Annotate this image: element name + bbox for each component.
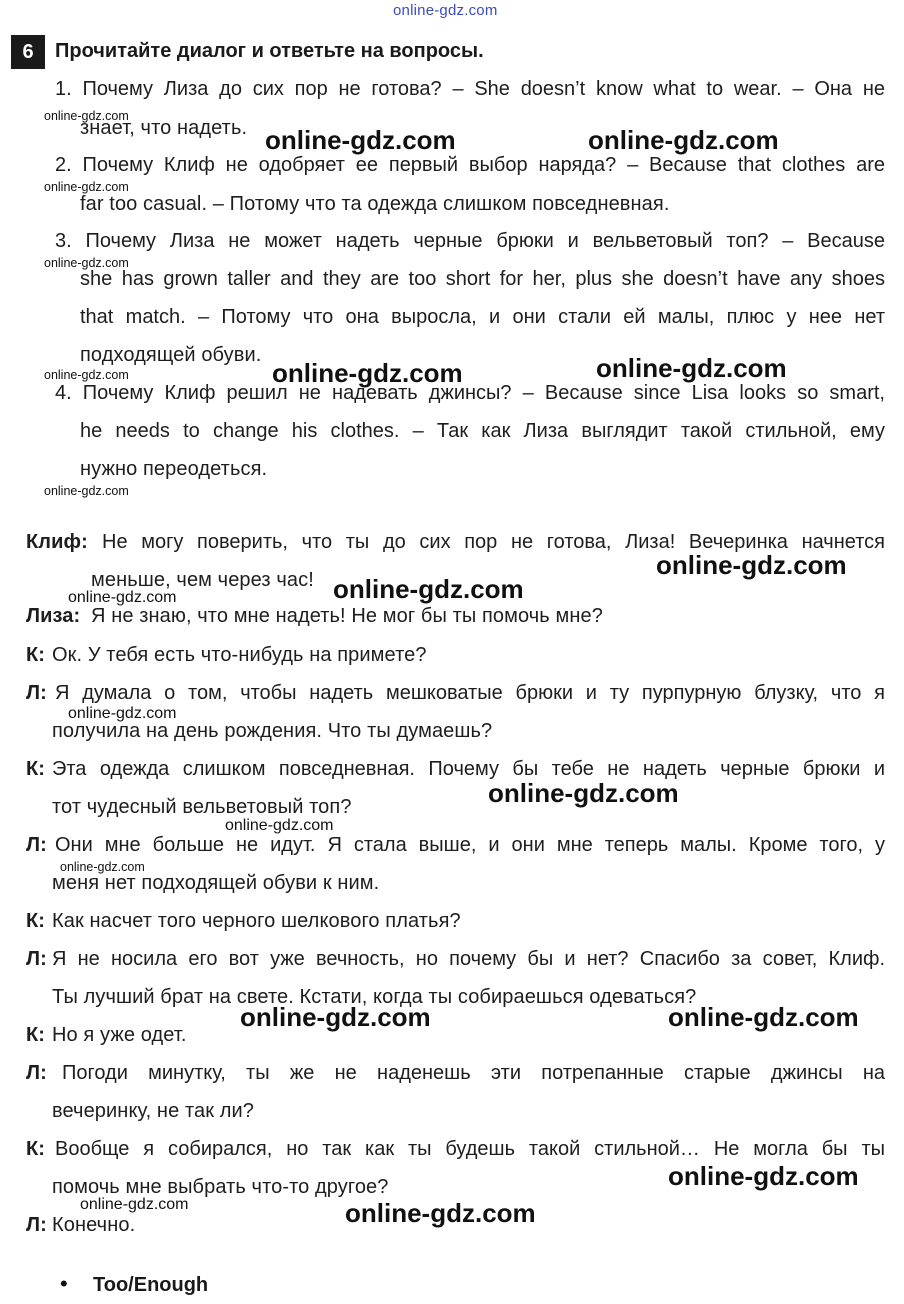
watermark: online-gdz.com [596,353,787,383]
question-1-line-1: 1. Почему Лиза до сих пор не готова? – She doesn’t know what to wear. – Она не [55,78,885,100]
speaker-label: К: [26,1138,46,1160]
watermark: online-gdz.com [60,860,145,874]
watermark: online-gdz.com [44,484,129,498]
speaker-label: К: [26,758,46,780]
exercise-title: Прочитайте диалог и ответьте на вопросы. [55,40,484,62]
question-2-line-1: 2. Почему Клиф не одобряет ее первый выбор наряда? – Because that clothes are [55,154,885,176]
watermark: online-gdz.com [488,778,679,808]
dialogue-line: Как насчет того черного шелкового платья? [52,910,461,932]
dialogue-line: меня нет подходящей обуви к ним. [52,872,380,894]
question-4-line-1: 4. Почему Клиф решил не надевать джинсы? – Because since Lisa looks so smart, [55,382,885,404]
watermark: online-gdz.com [656,550,847,580]
speaker-label: Клиф: [26,531,88,553]
speaker-label: Л: [26,1062,47,1084]
dialogue-line: Конечно. [52,1214,136,1236]
question-1-line-2: знает, что надеть. [80,117,248,139]
question-4-line-3: нужно переодеться. [80,458,268,480]
watermark: online-gdz.com [272,358,463,388]
question-4-line-2: he needs to change his clothes. – Так как Лиза выглядит такой стильной, ему [80,420,885,442]
dialogue-line: Не могу поверить, что ты до сих пор не готова, Лиза! Вечеринка начнется [102,531,885,553]
speaker-label: К: [26,644,46,666]
watermark: online-gdz.com [333,574,524,604]
watermark: online-gdz.com [80,1196,189,1213]
watermark: online-gdz.com [44,256,129,270]
watermark: online-gdz.com [240,1002,431,1032]
speaker-label: Л: [26,834,47,856]
dialogue-line: Я думала о том, чтобы надеть мешковатые брюки и ту пурпурную блузку, что я [55,682,885,704]
speaker-label: Л: [26,682,47,704]
watermark: online-gdz.com [265,125,456,155]
question-3-line-4: подходящей обуви. [80,344,262,366]
dialogue-line: тот чудесный вельветовый топ? [52,796,352,818]
question-3-line-1: 3. Почему Лиза не может надеть черные брюки и вельветовый топ? – Because [55,230,885,252]
question-2-line-2: far too casual. – Потому что та одежда слишком повседневная. [80,193,670,215]
dialogue-line: Но я уже одет. [52,1024,187,1046]
dialogue-line: Ты лучший брат на свете. Кстати, когда ты собираешься одеваться? [52,986,697,1008]
speaker-label: К: [26,910,46,932]
watermark: online-gdz.com [68,589,177,606]
dialogue-line: Они мне больше не идут. Я стала выше, и они мне теперь малы. Кроме того, у [55,834,885,856]
speaker-label: Лиза: [26,605,81,627]
dialogue-line: Я не носила его вот уже вечность, но почему бы и нет? Спасибо за совет, Клиф. [52,948,885,970]
watermark: online-gdz.com [44,368,129,382]
question-3-line-3: that match. – Потому что она выросла, и они стали ей малы, плюс у нее нет [80,306,885,328]
dialogue-line: Погоди минутку, ты же не наденешь эти потрепанные старые джинсы на [62,1062,885,1084]
bullet-icon: • [60,1271,68,1296]
dialogue-line: Ок. У тебя есть что-нибудь на примете? [52,644,427,666]
speaker-label: Л: [26,948,47,970]
watermark: online-gdz.com [668,1002,859,1032]
speaker-label: Л: [26,1214,47,1236]
top-watermark: online-gdz.com [393,2,498,19]
dialogue-line: помочь мне выбрать что-то другое? [52,1176,389,1198]
watermark: online-gdz.com [588,125,779,155]
watermark: online-gdz.com [44,109,129,123]
watermark: online-gdz.com [668,1161,859,1191]
speaker-label: К: [26,1024,46,1046]
dialogue-line: вечеринку, не так ли? [52,1100,254,1122]
dialogue-line: получила на день рождения. Что ты думаешь? [52,720,493,742]
watermark: online-gdz.com [44,180,129,194]
exercise-number-badge: 6 [11,35,45,69]
dialogue-line: Эта одежда слишком повседневная. Почему бы тебе не надеть черные брюки и [52,758,885,780]
dialogue-line: Вообще я собирался, но так как ты будешь такой стильной… Не могла бы ты [55,1138,885,1160]
dialogue-line: Я не знаю, что мне надеть! Не мог бы ты помочь мне? [91,605,603,627]
watermark: online-gdz.com [345,1198,536,1228]
section-heading: Too/Enough [93,1274,209,1296]
watermark: online-gdz.com [225,817,334,834]
question-3-line-2: she has grown taller and they are too short for her, plus she doesn’t have any shoes [80,268,885,290]
dialogue-line: меньше, чем через час! [91,569,314,591]
watermark: online-gdz.com [68,705,177,722]
